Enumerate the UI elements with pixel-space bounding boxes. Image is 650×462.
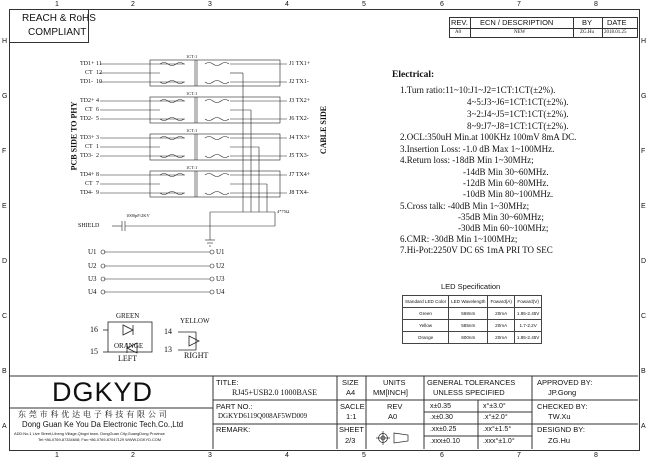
led-right-symbol xyxy=(178,332,199,350)
shield-label: SHIELD xyxy=(78,223,100,229)
led-right-side-label: RIGHT xyxy=(184,351,209,360)
company-contact: Tel:+86-0769-87334608; Fax:+86-0769-87047129 WWW.DGKYD.COM xyxy=(38,437,162,442)
table-cell: 568nm xyxy=(449,308,488,320)
led-spec-table xyxy=(402,295,542,344)
pin-number: 5 xyxy=(96,116,99,122)
grid-col: 5 xyxy=(362,1,366,8)
pin-number: 7 xyxy=(96,181,99,187)
grid-col: 3 xyxy=(208,452,212,459)
pin-number: 12 xyxy=(96,70,102,76)
cap-label: 1000pF/2KV xyxy=(126,213,150,218)
usb-right-pin: U2 xyxy=(216,262,225,270)
grid-col: 4 xyxy=(285,1,289,8)
tolerance-linear: x±0.35 xyxy=(430,403,451,410)
left-pin-wires xyxy=(100,64,185,193)
resistor-label: 4*75Ω xyxy=(277,209,290,214)
grid-row: G xyxy=(2,93,8,100)
table-row xyxy=(403,296,542,308)
ecn-label: ECN / DESCRIPTION xyxy=(480,18,554,27)
pin-label: J1 TX1+ xyxy=(289,61,311,67)
pin-label: J2 TX1- xyxy=(289,79,309,85)
transformer-label: 1CT:1 xyxy=(186,128,198,133)
grid-row: E xyxy=(2,203,7,210)
tolerance-angular: x°±3.0° xyxy=(483,403,506,410)
pin-label: TD4+ xyxy=(80,172,95,178)
scale-value: 1:1 xyxy=(346,412,357,421)
table-cell: 1.85-2.45V xyxy=(514,332,541,344)
rev-value: A0 xyxy=(388,412,398,421)
electrical-line: -14dB Min 30~60MHz. xyxy=(463,167,549,177)
pin-number: 8 xyxy=(96,172,99,178)
grid-row: H xyxy=(2,38,8,45)
company-address: ADD:No.1 Live Street,Liheng Village,Qingxi town, DongGuan City,GuangDong Province xyxy=(14,431,165,436)
grid-row: F xyxy=(641,148,646,155)
pin-number: 4 xyxy=(96,98,99,104)
date-value: 2018.01.25 xyxy=(604,30,627,35)
pcb-side-label: PCB SIDE TO PHY xyxy=(69,101,79,171)
electrical-line: 6.CMR: -30dB Min 1~100MHz; xyxy=(400,234,518,244)
pin-label: J3 TX2+ xyxy=(289,98,311,104)
table-cell: Yellow xyxy=(403,320,449,332)
tolerance-title-2: UNLESS SPECIFIED xyxy=(433,388,505,397)
electrical-line: -12dB Min 60~80MHz. xyxy=(463,178,549,188)
title-value: RJ45+USB2.0 1000BASE xyxy=(232,388,317,397)
grid-col: 1 xyxy=(55,452,59,459)
usb-left-pin: U4 xyxy=(88,288,97,296)
grid-row: B xyxy=(2,368,7,375)
transformers xyxy=(150,60,280,197)
pin-label: CT xyxy=(85,181,93,187)
sheet-label: SHEET xyxy=(339,425,365,434)
transformer-label: 1CT:1 xyxy=(186,91,198,96)
led-pin-14: 14 xyxy=(164,327,172,336)
rev-value: A0 xyxy=(455,30,462,35)
table-cell: 20mA xyxy=(488,332,514,344)
grid-row: D xyxy=(2,258,8,265)
electrical-line: 4.Return loss: -18dB Min 1~30MHz; xyxy=(400,155,534,165)
grid-row: B xyxy=(641,368,646,375)
pin-label: TD2+ xyxy=(80,98,95,104)
part-value: DGKYD6119Q008AF5WD009 xyxy=(218,412,308,420)
led-pin-15: 15 xyxy=(90,347,98,356)
sheet-value: 2/3 xyxy=(345,436,356,445)
grid-col: 8 xyxy=(594,452,598,459)
pin-label: TD1+ xyxy=(80,61,95,67)
part-label: PART NO.: xyxy=(216,402,253,411)
electrical-line: 2.OCL:350uH Min.at 100KHz 100mV 8mA DC. xyxy=(400,132,577,142)
pin-number: 9 xyxy=(96,190,99,196)
grid-col: 4 xyxy=(285,452,289,459)
pin-number: 1 xyxy=(96,144,99,150)
usb-right-pin: U1 xyxy=(216,248,225,256)
tolerance-linear: .xx±0.25 xyxy=(430,426,457,433)
usb-right-pin: U4 xyxy=(216,288,225,296)
by-label: BY xyxy=(582,18,593,27)
rev-label: REV. xyxy=(451,18,468,27)
electrical-line: 3~2:J4~J5=1CT:1CT(±2%). xyxy=(467,109,569,119)
grid-row: C xyxy=(2,313,8,320)
remark-label: REMARK: xyxy=(216,425,251,434)
pin-label: CT xyxy=(85,144,93,150)
usb-left-pin: U3 xyxy=(88,275,97,283)
design-label: DESIGND BY: xyxy=(537,425,585,434)
ecn-value: NEW xyxy=(514,30,526,35)
checked-label: CHECKED BY: xyxy=(537,402,588,411)
table-row xyxy=(403,320,542,332)
grid-row: A xyxy=(2,423,7,430)
grid-col: 7 xyxy=(517,452,521,459)
tolerance-angular: .xxx°±1.0° xyxy=(483,438,515,445)
pin-label: J8 TX4- xyxy=(289,190,309,196)
grid-row: A xyxy=(641,423,646,430)
size-label: SIZE xyxy=(342,378,359,387)
compliance-line-1: REACH & RoHS xyxy=(22,13,96,24)
pin-label: TD3- xyxy=(80,153,93,159)
pin-label: TD2- xyxy=(80,116,93,122)
tolerance-linear: .x±0.30 xyxy=(430,414,453,421)
electrical-line: 4~5:J3~J6=1CT:1CT(±2%). xyxy=(467,97,569,107)
grid-col: 2 xyxy=(131,1,135,8)
grid-row: E xyxy=(641,203,646,210)
transformer-label: 1CT:1 xyxy=(186,54,198,59)
table-cell: Orange xyxy=(403,332,449,344)
pin-number: 3 xyxy=(96,135,99,141)
pin-number: 2 xyxy=(96,153,99,159)
grid-row: D xyxy=(641,258,647,265)
electrical-line: 7.Hi-Pot:2250V DC 6S 1mA PRI TO SEC xyxy=(400,245,553,255)
pin-label: CT xyxy=(85,70,93,76)
grid-col: 6 xyxy=(440,1,444,8)
grid-col: 7 xyxy=(517,1,521,8)
cable-side-label: CABLE SIDE xyxy=(319,105,329,155)
electrical-line: -30dB Min 60~100MHz; xyxy=(458,223,549,233)
pin-number: 10 xyxy=(96,79,102,85)
design-value: ZG.Hu xyxy=(548,436,571,445)
led-pin-13: 13 xyxy=(164,345,172,354)
table-header: Foward(V) xyxy=(514,296,541,308)
usb-left-pin: U1 xyxy=(88,248,97,256)
tolerance-angular: .x°±2.0° xyxy=(483,414,508,421)
grid-row: H xyxy=(641,38,647,45)
scale-label: SACLE xyxy=(340,402,365,411)
electrical-line: 3.Insertion Loss: -1.0 dB Max 1~100MHz. xyxy=(400,144,555,154)
pin-label: TD4- xyxy=(80,190,93,196)
usb-right-pin: U3 xyxy=(216,275,225,283)
table-cell: 1.7-2.2V xyxy=(514,320,541,332)
usb-wires xyxy=(101,250,214,294)
units-value: MM[INCH] xyxy=(373,388,408,397)
electrical-line: 5.Cross talk: -40dB Min 1~30MHz; xyxy=(400,201,530,211)
table-cell: 20mA xyxy=(488,308,514,320)
tolerance-title-1: GENERAL TOLERANCES xyxy=(427,378,516,387)
company-name-en: Dong Guan Ke You Da Electronic Tech.Co.,Ltd xyxy=(22,420,184,429)
table-header: Standard LED Color xyxy=(403,296,449,308)
pin-label: J5 TX3- xyxy=(289,153,309,159)
grid-row: C xyxy=(641,313,647,320)
grid-col: 8 xyxy=(594,1,598,8)
led-spec-title: LED Specification xyxy=(441,282,501,291)
led-pin-16: 16 xyxy=(90,325,98,334)
led-green-label: GREEN xyxy=(116,312,140,320)
pin-label: J7 TX4+ xyxy=(289,172,311,178)
compliance-line-2: COMPLIANT xyxy=(28,27,87,38)
approved-value: JP.Gong xyxy=(548,388,577,397)
table-cell: 585nm xyxy=(449,320,488,332)
electrical-line: -35dB Min 30~60MHz; xyxy=(458,212,544,222)
table-row xyxy=(403,308,542,320)
units-label: UNITS xyxy=(383,378,406,387)
tolerance-angular: .xx°±1.5° xyxy=(483,426,512,433)
grid-col: 5 xyxy=(362,452,366,459)
grid-row: F xyxy=(2,148,7,155)
company-name-cn: 东 莞 市 科 优 达 电 子 科 技 有 限 公 司 xyxy=(18,410,167,419)
grid-col: 3 xyxy=(208,1,212,8)
transformer-label: 1CT:1 xyxy=(186,165,198,170)
pin-label: J6 TX2- xyxy=(289,116,309,122)
table-header: LED Wavelength xyxy=(449,296,488,308)
usb-left-pin: U2 xyxy=(88,262,97,270)
table-cell: 1.85-2.45V xyxy=(514,308,541,320)
date-label: DATE xyxy=(607,18,627,27)
grid-col: 1 xyxy=(55,1,59,8)
pin-number: 6 xyxy=(96,107,99,113)
table-cell: 600nm xyxy=(449,332,488,344)
table-cell: Green xyxy=(403,308,449,320)
pin-label: CT xyxy=(85,107,93,113)
grid-col: 6 xyxy=(440,452,444,459)
company-logo: DGKYD xyxy=(52,377,154,407)
pin-label: J4 TX3+ xyxy=(289,135,311,141)
rev-label: REV xyxy=(387,402,403,411)
approved-label: APPROVED BY: xyxy=(537,378,593,387)
table-row xyxy=(403,332,542,344)
electrical-line: 8~9:J7~J8=1CT:1CT(±2%). xyxy=(467,121,569,131)
grid-col: 2 xyxy=(131,452,135,459)
size-value: A4 xyxy=(346,388,356,397)
table-cell: 20mA xyxy=(488,320,514,332)
led-orange-label: ORANGE xyxy=(114,342,144,350)
led-yellow-label: YELLOW xyxy=(180,317,210,325)
led-left-side-label: LEFT xyxy=(118,354,138,363)
checked-value: TW.Xu xyxy=(548,412,571,421)
electrical-line: 1.Turn ratio:11~10:J1~J2=1CT:1CT(±2%). xyxy=(400,85,556,95)
projection-symbol xyxy=(376,431,408,445)
grid-row: G xyxy=(641,93,647,100)
pin-label: TD1- xyxy=(80,79,93,85)
title-label: TITLE: xyxy=(216,378,239,387)
by-value: ZG.Hu xyxy=(580,30,595,35)
electrical-line: -10dB Min 80~100MHz. xyxy=(463,189,554,199)
pin-number: 11 xyxy=(96,61,102,67)
tolerance-linear: .xxx±0.10 xyxy=(430,438,460,445)
electrical-heading: Electrical: xyxy=(392,70,435,80)
table-header: Foward(A) xyxy=(488,296,514,308)
pin-label: TD3+ xyxy=(80,135,95,141)
